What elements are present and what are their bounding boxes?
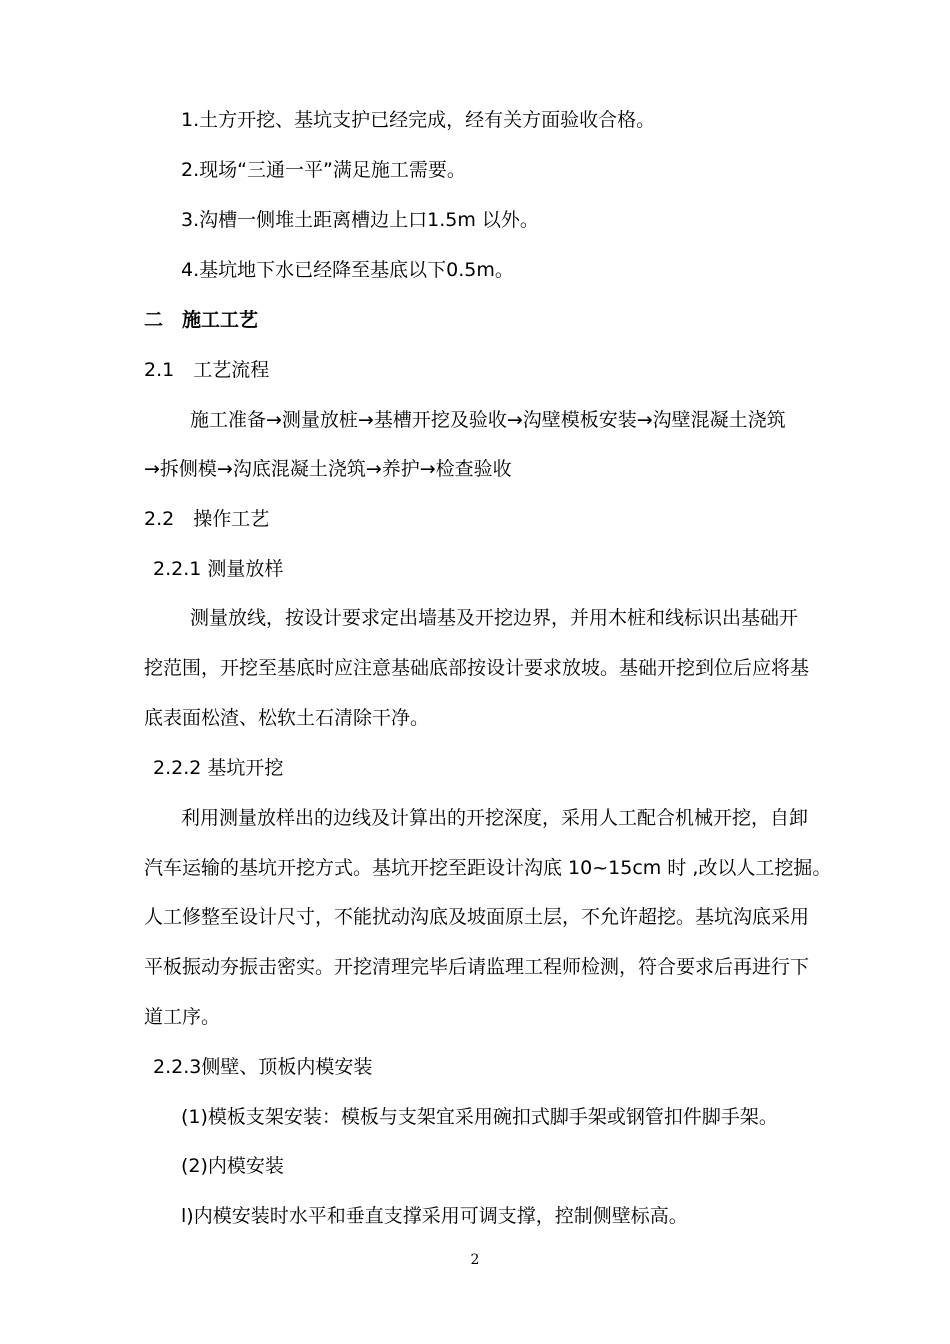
paragraph-line: (2)内模安装 [181, 1155, 284, 1177]
paragraph-line: (1)模板支架安装：模板与支架宜采用碗扣式脚手架或钢管扣件脚手架。 [181, 1106, 778, 1128]
paragraph-line: 利用测量放样出的边线及计算出的开挖深度，采用人工配合机械开挖，自卸 [181, 807, 809, 829]
paragraph-line: 人工修整至设计尺寸，不能扰动沟底及坡面原土层，不允许超挖。基坑沟底采用 [144, 906, 810, 928]
page-number: 2 [470, 1252, 480, 1268]
subsection-heading-2-2-1: 2.2.1 测量放样 [153, 558, 284, 580]
paragraph-line: 测量放线，按设计要求定出墙基及开挖边界，并用木桩和线标识出基础开 [190, 607, 799, 629]
condition-3: 3.沟槽一侧堆土距离槽边上口1.5m 以外。 [181, 209, 539, 231]
paragraph-line: 施工准备→测量放桩→基槽开挖及验收→沟壁模板安装→沟壁混凝土浇筑 [190, 409, 786, 431]
subsection-heading-2-2-2: 2.2.2 基坑开挖 [153, 757, 284, 779]
condition-1: 1.土方开挖、基坑支护已经完成，经有关方面验收合格。 [181, 109, 656, 131]
paragraph-line: 底表面松渣、松软土石清除干净。 [144, 707, 430, 729]
subsection-heading-2-1: 2.1 工艺流程 [144, 359, 270, 381]
condition-2: 2.现场“三通一平”满足施工需要。 [181, 159, 466, 181]
paragraph-line: l)内模安装时水平和垂直支撑采用可调支撑，控制侧壁标高。 [181, 1205, 688, 1227]
paragraph-line: 汽车运输的基坑开挖方式。基坑开挖至距设计沟底 10~15cm 时 ,改以人工挖掘。 [144, 857, 832, 879]
paragraph-line: 平板振动夯振击密实。开挖清理完毕后请监理工程师检测，符合要求后再进行下 [144, 956, 810, 978]
paragraph-line: 道工序。 [144, 1006, 221, 1028]
paragraph-line: 挖范围，开挖至基底时应注意基础底部按设计要求放坡。基础开挖到位后应将基 [144, 657, 810, 679]
subsection-heading-2-2-3: 2.2.3侧壁、顶板内模安装 [153, 1056, 373, 1078]
condition-4: 4.基坑地下水已经降至基底以下0.5m。 [181, 259, 514, 281]
paragraph-line: →拆侧模→沟底混凝土浇筑→养护→检查验收 [144, 458, 512, 480]
subsection-heading-2-2: 2.2 操作工艺 [144, 508, 270, 530]
section-heading: 二 施工工艺 [144, 309, 259, 331]
